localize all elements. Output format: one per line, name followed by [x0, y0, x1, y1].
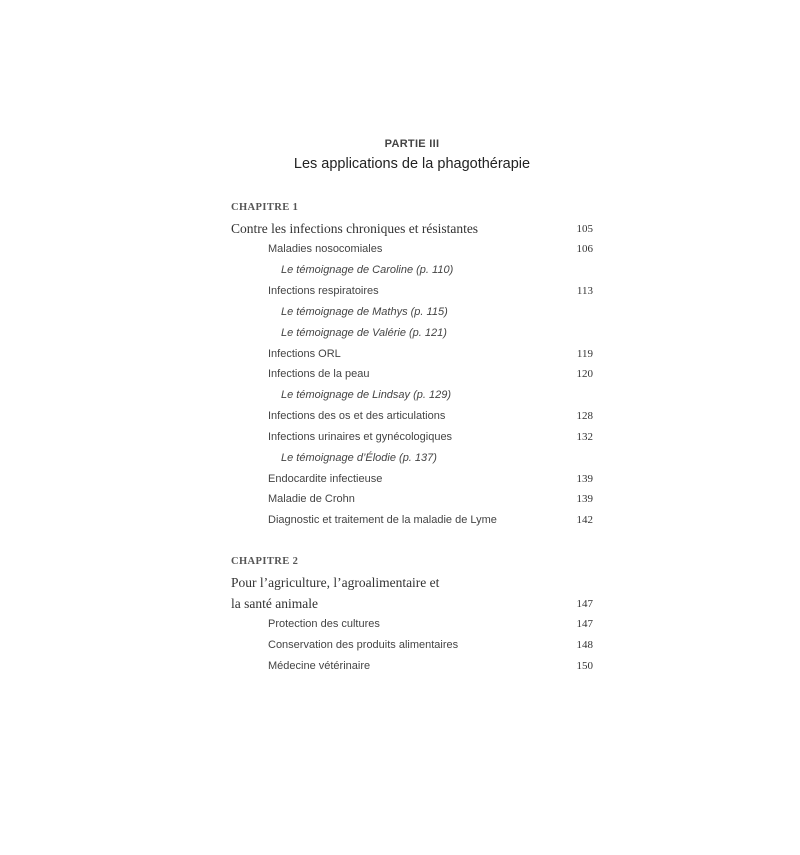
toc-entry-crohn: Maladie de Crohn: [268, 493, 355, 505]
toc-entry-peau: Infections de la peau: [268, 368, 370, 380]
chapter-2-title-line1: Pour l’agriculture, l’agroalimentaire et: [231, 575, 440, 590]
chapter-2-title-line2: la santé animale: [231, 596, 318, 611]
toc-page-endocardite: 139: [576, 473, 593, 485]
toc-testimony-lindsay: Le témoignage de Lindsay (p. 129): [281, 389, 452, 401]
toc-testimony-valerie: Le témoignage de Valérie (p. 121): [281, 327, 447, 339]
toc-page-orl: 119: [576, 348, 593, 360]
toc-page-peau: 120: [576, 368, 593, 380]
toc-testimony-elodie: Le témoignage d’Élodie (p. 137): [281, 452, 437, 464]
toc-page-crohn: 139: [576, 493, 593, 505]
toc-entry-endocardite: Endocardite infectieuse: [268, 473, 383, 485]
part-title: Les applications de la phagothérapie: [293, 156, 531, 172]
chapter-2-label: CHAPITRE 2: [231, 556, 299, 567]
toc-page-os: 128: [576, 410, 593, 422]
toc-page-respiratoires: 113: [576, 285, 593, 297]
toc-entry-urinaires: Infections urinaires et gynécologiques: [268, 431, 453, 443]
chapter-2-page: 147: [576, 598, 593, 610]
toc-entry-cultures: Protection des cultures: [268, 618, 380, 630]
chapter-1-label: CHAPITRE 1: [231, 202, 299, 213]
toc-page-veterinaire: 150: [576, 660, 593, 672]
toc-entry-respiratoires: Infections respiratoires: [268, 285, 379, 297]
toc-page-urinaires: 132: [576, 431, 593, 443]
toc-testimony-mathys: Le témoignage de Mathys (p. 115): [281, 306, 448, 318]
toc-entry-lyme: Diagnostic et traitement de la maladie de Lyme: [268, 514, 497, 526]
chapter-1-page: 105: [576, 223, 593, 235]
toc-testimony-caroline: Le témoignage de Caroline (p. 110): [281, 264, 454, 276]
toc-entry-nosocomiales: Maladies nosocomiales: [268, 243, 383, 255]
toc-page-lyme: 142: [576, 514, 593, 526]
toc-entry-orl: Infections ORL: [268, 348, 341, 360]
toc-page-nosocomiales: 106: [576, 243, 593, 255]
chapter-1-title: Contre les infections chroniques et résistantes: [231, 221, 479, 236]
toc-entry-conservation: Conservation des produits alimentaires: [268, 639, 459, 651]
part-label: PARTIE III: [384, 138, 440, 150]
toc-entry-veterinaire: Médecine vétérinaire: [268, 660, 371, 672]
toc-page-conservation: 148: [576, 639, 593, 651]
toc-page-cultures: 147: [576, 618, 593, 630]
toc-entry-os: Infections des os et des articulations: [268, 410, 446, 422]
